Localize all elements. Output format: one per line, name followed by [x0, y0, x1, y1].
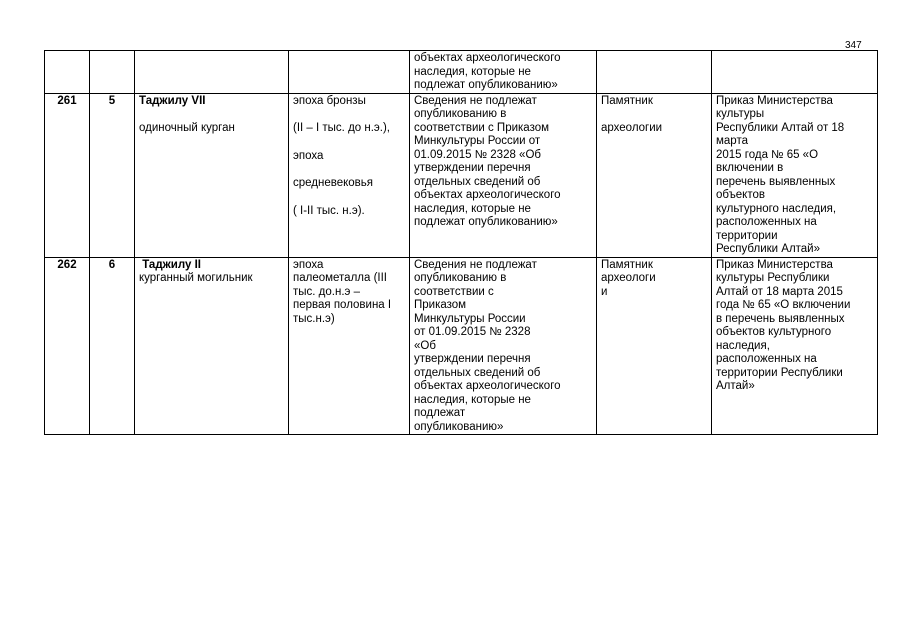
decision-line: 01.09.2015 № 2328 «Об	[414, 148, 541, 161]
cell-decision	[410, 93, 597, 257]
decision-line: наследия, которые не	[414, 65, 531, 78]
heritage-registry-table	[44, 50, 878, 435]
order-line: Приказ Министерства	[716, 94, 833, 107]
period-line: тыс. до.н.э –	[293, 285, 360, 298]
decision-line: утверждении перечня	[414, 162, 531, 174]
order-line: наследия,	[716, 339, 770, 352]
object-type: одиночный курган	[139, 122, 235, 134]
category-line: Памятник	[601, 258, 653, 271]
period-line: эпоха	[293, 258, 324, 271]
cell-num: 261	[45, 93, 90, 257]
cell-name	[135, 257, 289, 435]
decision-line: подлежат	[414, 407, 466, 419]
order-line: Республики Алтай»	[716, 243, 821, 255]
order-line: 2015 года № 65 «О	[716, 148, 819, 161]
period-item: эпоха бронзы	[293, 94, 366, 107]
cell-category	[597, 257, 712, 435]
order-line: Алтай»	[716, 380, 755, 392]
decision-line: Минкультуры России	[414, 312, 526, 325]
order-line: Республики Алтай от 18	[716, 121, 845, 134]
category-top: Памятник	[601, 94, 653, 107]
category-line: археологи	[601, 272, 656, 284]
order-line: территории Республики	[716, 366, 843, 379]
order-line: Приказ Министерства	[716, 258, 833, 271]
decision-line: опубликованию в	[414, 108, 507, 120]
period-line: первая половина I	[293, 299, 392, 311]
decision-line: опубликованию»	[414, 420, 504, 433]
decision-line: соответствии с	[414, 285, 494, 298]
order-line: объектов	[716, 189, 765, 201]
cell-sub	[90, 51, 135, 94]
order-line: Алтай от 18 марта 2015	[716, 285, 843, 298]
order-line: марта	[716, 135, 748, 147]
cell-period	[289, 51, 410, 94]
decision-line: Сведения не подлежат	[414, 258, 537, 271]
order-line: включении в	[716, 162, 784, 174]
decision-line: Минкультуры России от	[414, 135, 541, 147]
period-item: эпоха	[293, 149, 324, 162]
cell-decision	[410, 257, 597, 435]
decision-line: Приказом	[414, 299, 467, 311]
decision-line: наследия, которые не	[414, 202, 531, 215]
decision-line: отдельных сведений об	[414, 175, 541, 188]
decision-line: объектах археологического	[414, 189, 561, 201]
category-line: и	[601, 285, 608, 298]
cell-name	[135, 51, 289, 94]
decision-line: наследия, которые не	[414, 393, 531, 406]
cell-name	[135, 93, 289, 257]
cell-num	[45, 51, 90, 94]
order-line: культурного наследия,	[716, 202, 837, 215]
decision-line: объектах археологического	[414, 380, 561, 392]
order-line: перечень выявленных	[716, 175, 836, 188]
decision-line: «Об	[414, 339, 436, 352]
period-item: средневековья	[293, 177, 374, 189]
order-line: территории	[716, 229, 778, 242]
category-bottom: археологии	[601, 122, 663, 134]
table-row-continuation	[45, 51, 878, 94]
order-line: расположенных на	[716, 353, 817, 365]
period-item: ( I-II тыс. н.э).	[293, 204, 365, 217]
cell-order	[712, 93, 878, 257]
order-line: культуры	[716, 108, 765, 120]
cell-category	[597, 93, 712, 257]
table-row-261	[45, 93, 878, 257]
page-number: 347	[845, 40, 862, 51]
decision-line: подлежат опубликованию»	[414, 79, 558, 91]
cell-category	[597, 51, 712, 94]
decision-line: Сведения не подлежат	[414, 94, 537, 107]
cell-sub: 5	[90, 93, 135, 257]
cell-num: 262	[45, 257, 90, 435]
decision-line: объектах археологического	[414, 52, 561, 64]
period-line: тыс.н.э)	[293, 312, 335, 325]
cell-decision	[410, 51, 597, 94]
order-line: расположенных на	[716, 216, 817, 228]
object-name: Таджилу II	[139, 258, 201, 271]
decision-line: отдельных сведений об	[414, 366, 541, 379]
cell-order	[712, 51, 878, 94]
decision-line: соответствии с Приказом	[414, 121, 550, 134]
order-line: в перечень выявленных	[716, 312, 845, 325]
cell-sub: 6	[90, 257, 135, 435]
period-line: палеометалла (III	[293, 272, 388, 284]
table-row-262	[45, 257, 878, 435]
order-line: объектов культурного	[716, 326, 832, 338]
object-type: курганный могильник	[139, 272, 253, 284]
period-item: (II – I тыс. до н.э.),	[293, 122, 391, 134]
order-line: года № 65 «О включении	[716, 299, 851, 311]
decision-line: от 01.09.2015 № 2328	[414, 326, 531, 338]
order-line: культуры Республики	[716, 272, 830, 284]
cell-period	[289, 93, 410, 257]
decision-line: утверждении перечня	[414, 353, 531, 365]
object-name: Таджилу VII	[139, 94, 206, 107]
cell-order	[712, 257, 878, 435]
cell-period	[289, 257, 410, 435]
decision-line: подлежат опубликованию»	[414, 216, 558, 228]
decision-line: опубликованию в	[414, 272, 507, 284]
